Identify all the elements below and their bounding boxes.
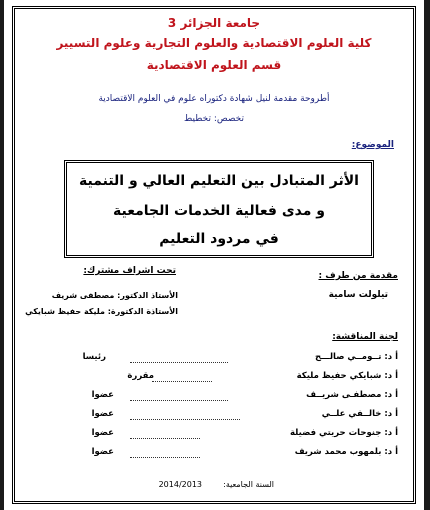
supervisor-1: الأستاذ الدكتور: مصطفى شريف bbox=[51, 291, 178, 300]
committee-member-name: أ د: خالــفي علــي bbox=[321, 409, 398, 419]
thesis-title-line-1: الأثر المتبادل بين التعليم العالي و التنمية bbox=[79, 173, 359, 189]
committee-member-name: أ د: بلمهوب محمد شريف bbox=[294, 447, 398, 457]
faculty-name: كلية العلوم الاقتصادية والعلوم التجارية وعلوم التسيير bbox=[56, 36, 372, 50]
dotted-leader bbox=[152, 381, 212, 382]
dotted-leader bbox=[130, 400, 228, 401]
committee-member-role: عضوا bbox=[91, 447, 114, 457]
committee-label: لجنة المناقشة: bbox=[332, 332, 398, 342]
academic-year: 2014/2013 bbox=[158, 480, 202, 489]
committee-member-name: أ د: شبايكي حفيظ مليكة bbox=[296, 371, 398, 381]
committee-member-role: عضوا bbox=[91, 428, 114, 438]
committee-member-role: عضوا bbox=[91, 390, 114, 400]
dotted-leader bbox=[130, 362, 228, 363]
presented-by-label: مقدمة من طرف : bbox=[318, 271, 398, 281]
supervisor-2: الأستاذة الدكتورة: مليكة حفيظ شبايكي bbox=[25, 307, 178, 316]
thesis-title-box bbox=[64, 160, 374, 258]
dotted-leader bbox=[130, 438, 200, 439]
subject-label: الموضوع: bbox=[351, 140, 394, 150]
dotted-leader bbox=[130, 457, 200, 458]
document-page bbox=[4, 0, 424, 510]
thesis-title-line-3: في مردود التعليم bbox=[159, 231, 279, 247]
department-name: قسم العلوم الاقتصادية bbox=[146, 58, 282, 72]
specialty: تخصص: تخطيط bbox=[184, 114, 244, 124]
committee-member-role: مقررة bbox=[127, 371, 154, 381]
committee-member-name: أ د: مصطفـى شريــف bbox=[306, 390, 398, 400]
dotted-leader bbox=[130, 419, 240, 420]
academic-year-label: السنة الجامعية: bbox=[223, 480, 274, 489]
presenter-name: تيلولت سامية bbox=[328, 290, 388, 300]
university-name: جامعة الجزائر 3 bbox=[167, 16, 261, 30]
committee-member-name: أ د: جنوحات حريتي فضيلة bbox=[289, 428, 398, 438]
supervision-label: تحت اشراف مشترك: bbox=[83, 266, 176, 276]
thesis-title-line-2: و مدى فعالية الخدمات الجامعية bbox=[113, 203, 325, 219]
degree-statement: أطروحة مقدمة لنيل شهادة دكتوراه علوم في العلوم الاقتصادية bbox=[98, 94, 330, 104]
committee-member-name: أ د: تــومــي صالـــح bbox=[315, 352, 398, 362]
committee-member-role: عضوا bbox=[91, 409, 114, 419]
committee-member-role: رئيسا bbox=[82, 352, 106, 362]
